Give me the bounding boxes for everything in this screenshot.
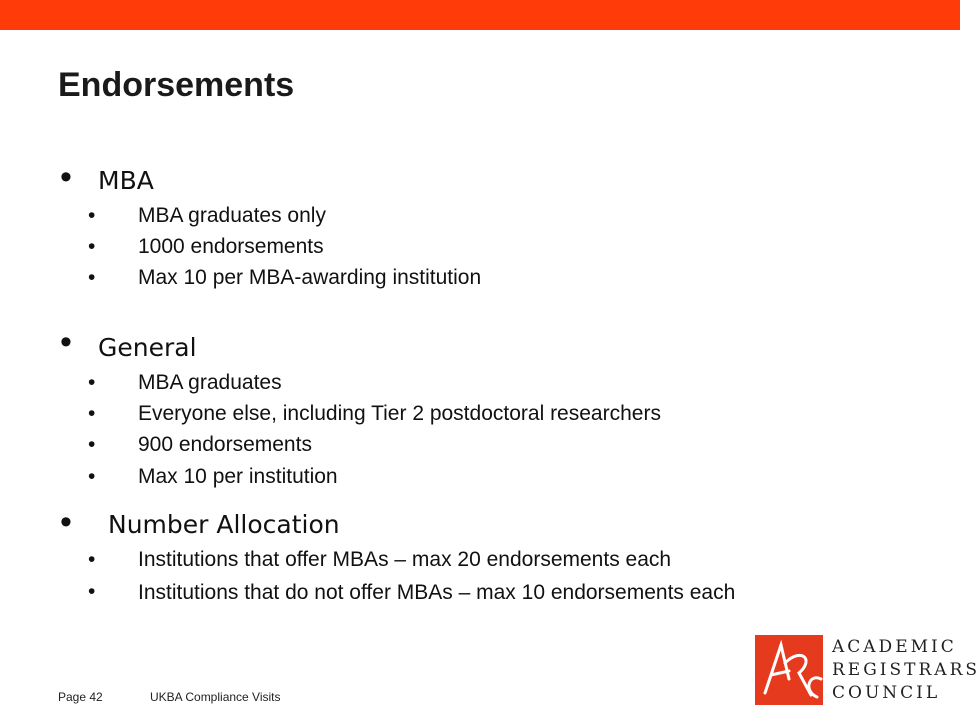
list-item-text: MBA graduates only [138,204,326,227]
arc-monogram-icon [755,635,823,705]
top-accent-bar [0,0,960,30]
list-bullet: • [88,580,96,603]
list-bullet: • [88,266,96,289]
list-bullet: • [88,204,96,227]
section-heading-mba: MBA [98,166,154,195]
logo-text-line1: ACADEMIC [832,637,957,657]
list-bullet: • [88,235,96,258]
list-item-text: Everyone else, including Tier 2 postdoctoral researchers [138,402,661,425]
section-heading-number-allocation: Number Allocation [108,510,340,539]
list-item-text: 900 endorsements [138,433,312,456]
list-bullet: • [88,548,96,571]
slide-title: Endorsements [58,66,295,104]
list-item-text: Institutions that do not offer MBAs – max 10 endorsements each [138,581,736,604]
list-item-text: Max 10 per MBA-awarding institution [138,266,482,289]
list-item-text: 1000 endorsements [138,235,324,258]
list-bullet: • [88,433,96,456]
section-bullet: • [60,158,72,196]
logo-text-line2: REGISTRARS [832,660,980,680]
list-item-text: Max 10 per institution [138,465,338,488]
section-bullet: • [60,323,72,361]
list-bullet: • [88,465,96,488]
list-bullet: • [88,402,96,425]
logo-text-line3: COUNCIL [832,683,941,703]
footer-title: UKBA Compliance Visits [150,690,281,704]
list-item-text: Institutions that offer MBAs – max 20 endorsements each [138,548,672,571]
page-number: Page 42 [58,690,103,704]
arc-monogram-graphic [755,635,823,705]
list-item-text: MBA graduates [138,371,282,394]
section-heading-general: General [98,333,197,362]
section-bullet: • [60,503,72,541]
list-bullet: • [88,371,96,394]
